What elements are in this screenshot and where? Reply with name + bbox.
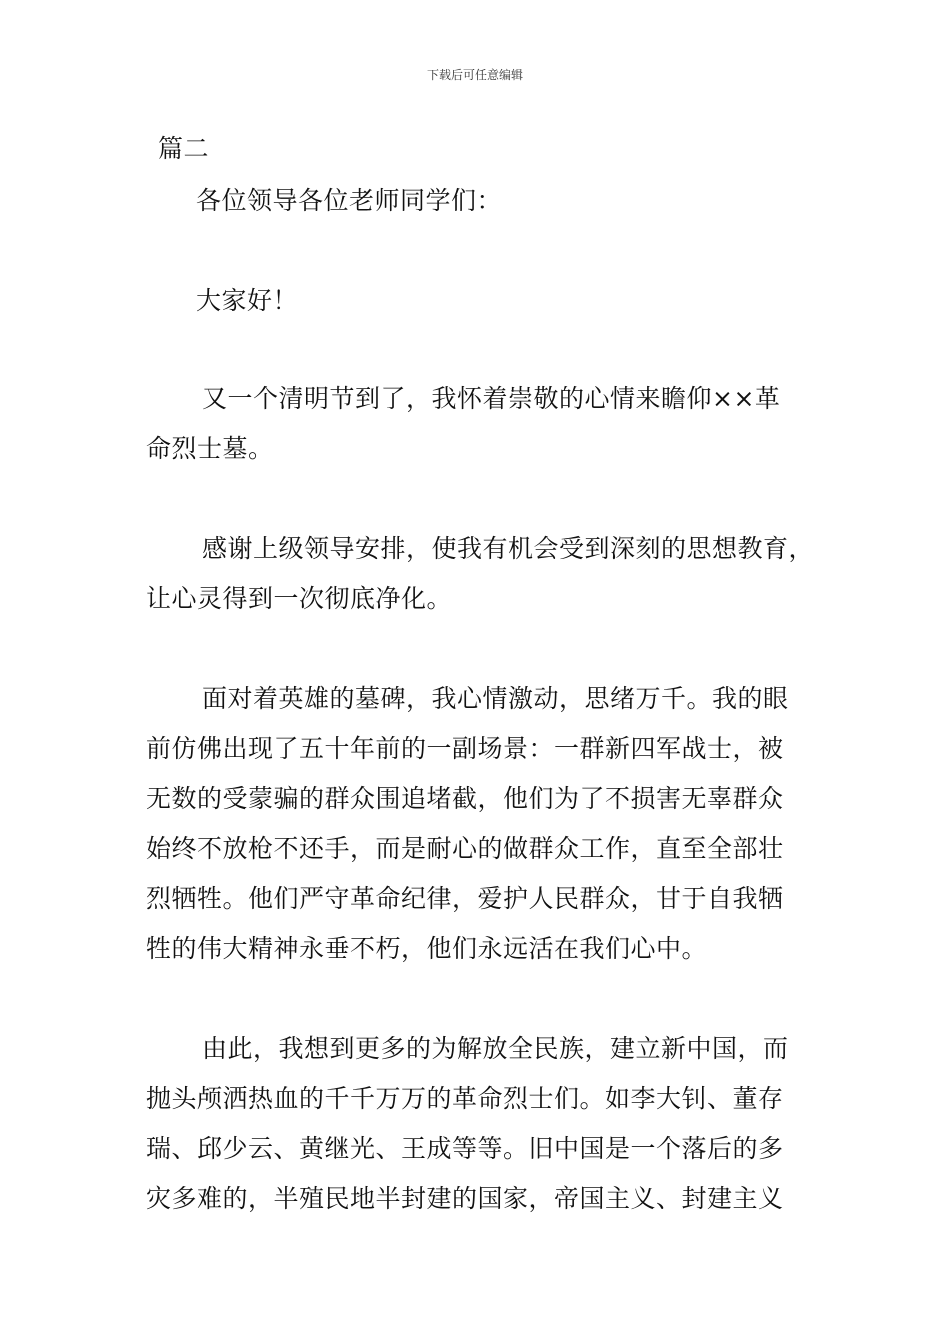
paragraph-line: 面对着英雄的墓碑，我心情激动，思绪万千。我的眼 xyxy=(202,684,789,713)
paragraph-line: 抛头颅洒热血的千千万万的革命烈士们。如李大钊、董存 xyxy=(146,1084,784,1113)
paragraph-line: 命烈士墓。 xyxy=(146,434,274,463)
paragraph-line: 灾多难的，半殖民地半封建的国家，帝国主义、封建主义 xyxy=(146,1184,784,1213)
paragraph-line: 烈牺牲。他们严守革命纪律，爱护人民群众，甘于自我牺 xyxy=(146,884,784,913)
paragraph-line: 感谢上级领导安排，使我有机会受到深刻的思想教育， xyxy=(202,534,815,563)
paragraph-line: 始终不放枪不还手，而是耐心的做群众工作，直至全部壮 xyxy=(146,834,784,863)
header-note: 下载后可任意编辑 xyxy=(426,68,523,82)
paragraph-line: 瑞、邱少云、黄继光、王成等等。旧中国是一个落后的多 xyxy=(146,1134,784,1163)
paragraph-line: 又一个清明节到了，我怀着崇敬的心情来瞻仰××革 xyxy=(202,384,781,413)
section-title: 篇二 xyxy=(158,134,210,163)
paragraph-line: 让心灵得到一次彻底净化。 xyxy=(146,584,453,613)
paragraph-line: 牲的伟大精神永垂不朽，他们永远活在我们心中。 xyxy=(146,934,708,963)
paragraph-line: 无数的受蒙骗的群众围追堵截，他们为了不损害无辜群众 xyxy=(146,784,784,813)
paragraph-line: 由此，我想到更多的为解放全民族，建立新中国，而 xyxy=(202,1034,789,1063)
paragraph-line: 前仿佛出现了五十年前的一副场景：一群新四军战士，被 xyxy=(146,734,784,763)
salutation: 各位领导各位老师同学们： xyxy=(196,186,503,215)
greeting: 大家好！ xyxy=(196,286,299,315)
